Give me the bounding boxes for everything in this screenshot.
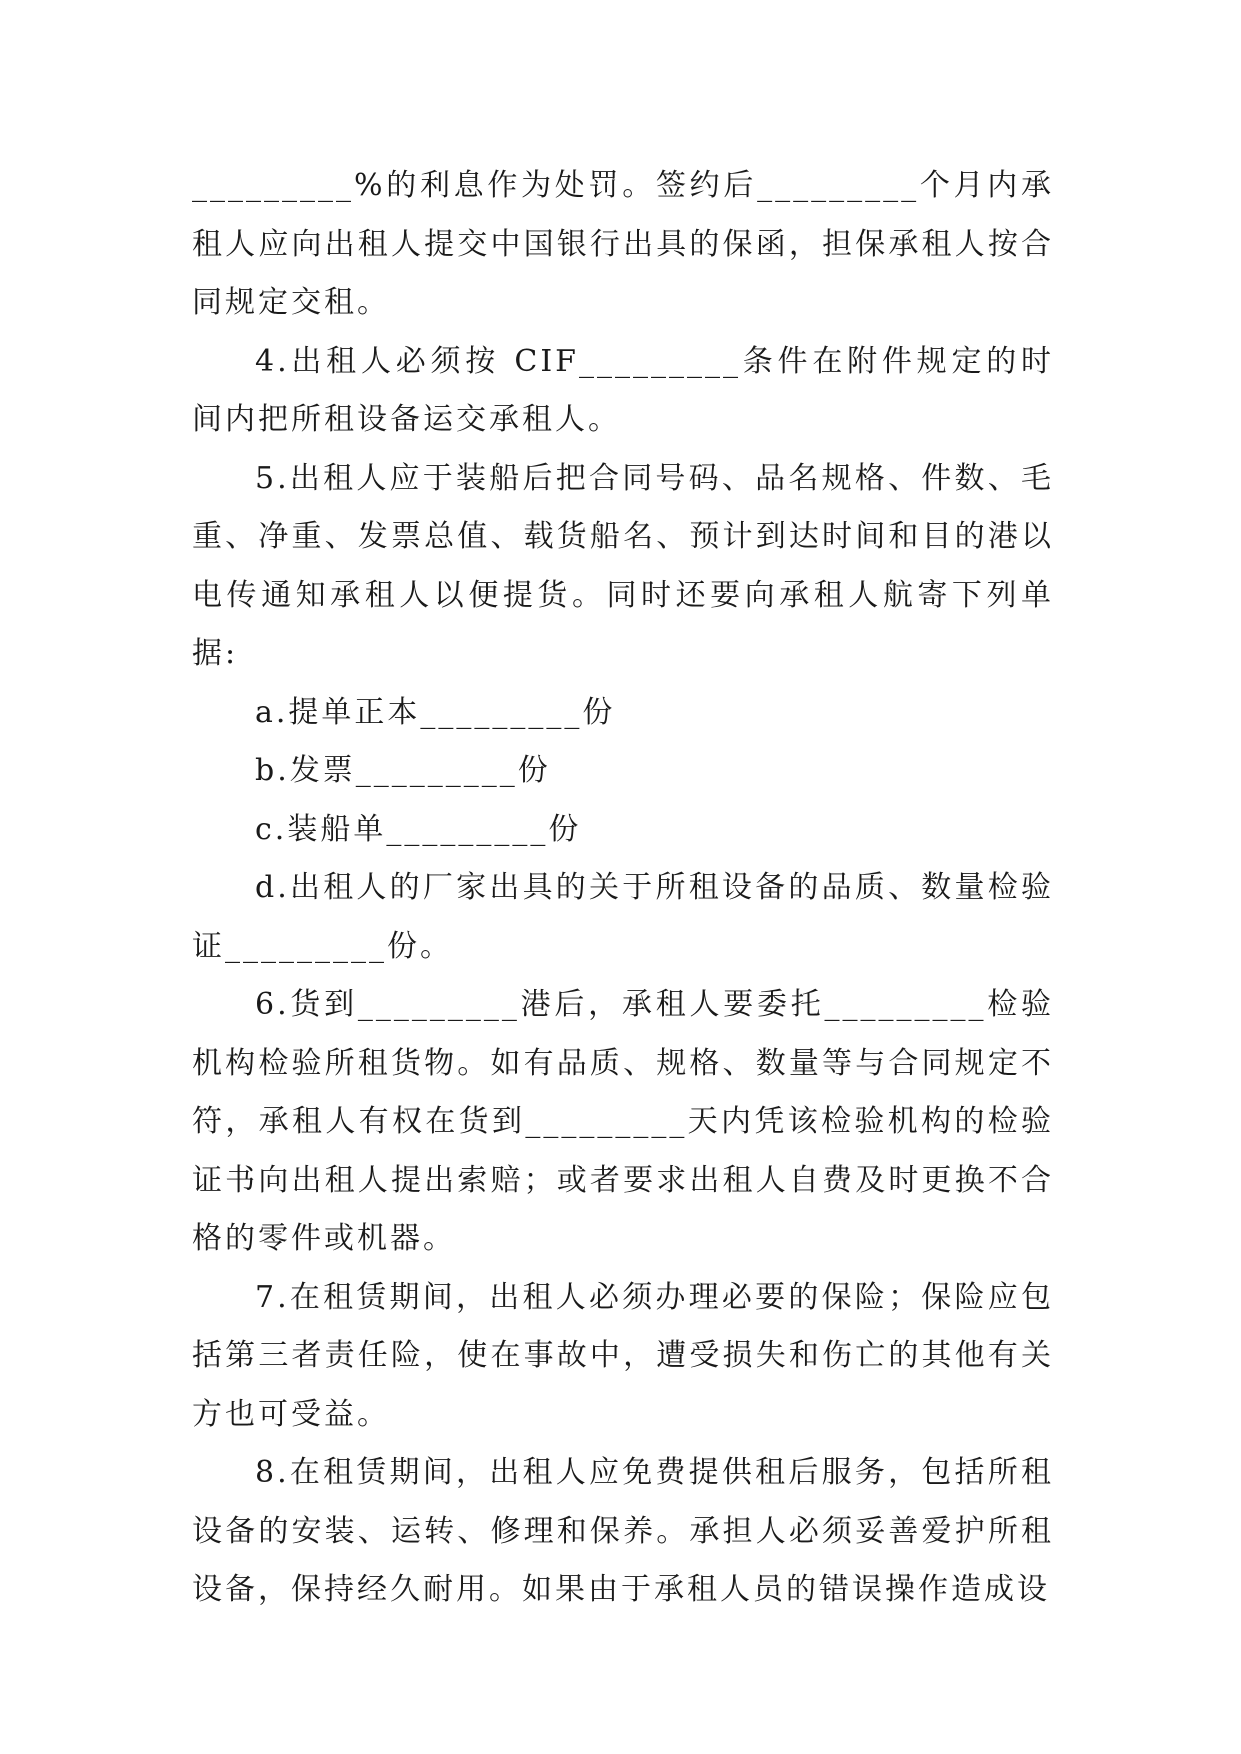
- clause-6-inspection: 6.货到_________港后，承租人要委托_________检验机构检验所租货物。如有品质、规格、数量等与合同规定不符，承租人有权在货到_________天内凭该检验机构的检验证书向出租人提出索赔；或者要求出租人自费及时更换不合格的零件或机器。: [192, 987, 1054, 1256]
- document-item-invoice: b.发票_________份: [255, 753, 551, 788]
- document-body: [192, 157, 1054, 1620]
- clause-8-service: 8.在租赁期间，出租人应免费提供租后服务，包括所租设备的安装、运转、修理和保养。承担人必须妥善爱护所租设备，保持经久耐用。如果由于承租人员的错误操作造成设: [192, 1455, 1054, 1607]
- document-item-inspection-certificate: d.出租人的厂家出具的关于所租设备的品质、数量检验证_________份。: [192, 870, 1054, 964]
- document-item-bill-of-lading: a.提单正本_________份: [255, 694, 616, 730]
- clause-7-insurance: 7.在租赁期间，出租人必须办理必要的保险；保险应包括第三者责任险，使在事故中，遭受损失和伤亡的其他有关方也可受益。: [192, 1279, 1054, 1432]
- paragraph-penalty-guarantee: _________%的利息作为处罚。签约后_________个月内承租人应向出租人提交中国银行出具的保函，担保承租人按合同规定交租。: [192, 168, 1054, 320]
- clause-5-shipping-notice: 5.出租人应于装船后把合同号码、品名规格、件数、毛重、净重、发票总值、载货船名、预计到达时间和目的港以电传通知承租人以便提货。同时还要向承租人航寄下列单据:: [192, 460, 1054, 671]
- clause-4-delivery: 4.出租人必须按 CIF_________条件在附件规定的时间内把所租设备运交承租人。: [192, 343, 1054, 437]
- document-item-packing-list: c.装船单_________份: [255, 811, 582, 847]
